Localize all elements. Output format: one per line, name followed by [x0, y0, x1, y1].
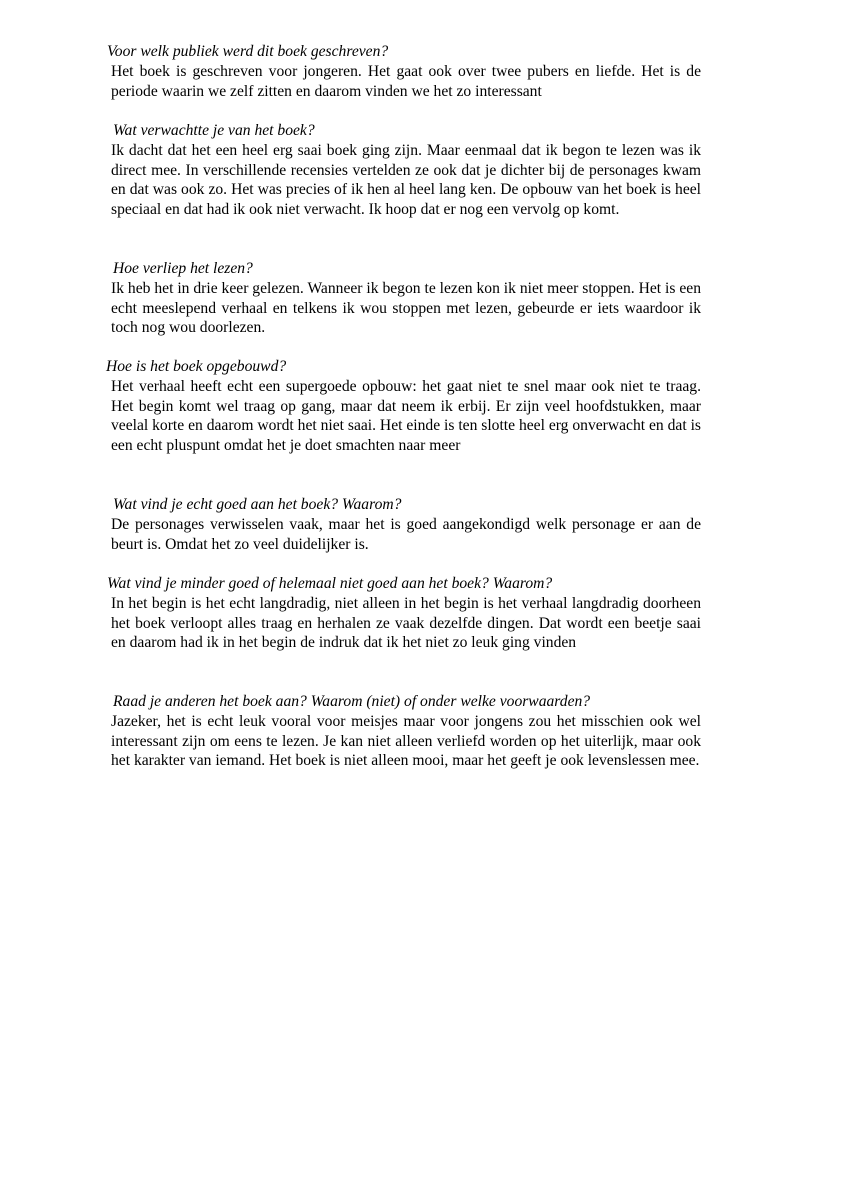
question-heading: Raad je anderen het boek aan? Waarom (niet) of onder welke voorwaarden? — [113, 693, 591, 710]
answer-paragraph: Het verhaal heeft echt een supergoede opbouw: het gaat niet te snel maar ook niet te traag. Het begin komt wel traag op gang, maar dat neem ik erbij. Er zijn veel hoofdstukken, maar veelal korte en daarom wordt het niet saai. Het einde is ten slotte heel erg onverwacht en dat is een echt pluspunt omdat het je doet smachten naar meer — [111, 377, 701, 455]
section-positives — [111, 495, 701, 554]
section-expectations — [111, 121, 701, 220]
section-reading-experience — [111, 259, 701, 338]
question-heading: Hoe is het boek opgebouwd? — [106, 358, 287, 375]
question-heading: Hoe verliep het lezen? — [113, 260, 253, 277]
section-recommendation — [111, 692, 701, 771]
section-target-audience — [107, 42, 701, 101]
question-heading: Wat verwachtte je van het boek? — [113, 122, 315, 139]
question-heading: Wat vind je minder goed of helemaal niet goed aan het boek? Waarom? — [107, 575, 553, 592]
answer-paragraph: Het boek is geschreven voor jongeren. Het gaat ook over twee pubers en liefde. Het is de periode waarin we zelf zitten en daarom vinden we het zo interessant — [111, 62, 701, 100]
section-negatives — [107, 574, 701, 653]
answer-paragraph: Ik dacht dat het een heel erg saai boek ging zijn. Maar eenmaal dat ik begon te lezen was ik direct mee. In verschillende recensies vertelden ze ook dat je dichter bij de personages kwam en dat was ook zo. Het was precies of ik hen al heel lang ken. De opbouw van het boek is heel speciaal en dat had ik ook niet verwacht. Ik hoop dat er nog een vervolg op komt. — [111, 141, 701, 219]
question-heading: Wat vind je echt goed aan het boek? Waarom? — [113, 496, 402, 513]
answer-paragraph: In het begin is het echt langdradig, niet alleen in het begin is het verhaal langdradig doorheen het boek verloopt alles traag en herhalen ze vaak dezelfde dingen. Dat wordt een beetje saai en daarom had ik in het begin de indruk dat ik het niet zo leuk ging vinden — [111, 594, 701, 652]
section-structure — [106, 357, 701, 456]
answer-paragraph: Jazeker, het is echt leuk vooral voor meisjes maar voor jongens zou het misschien ook wel interessant zijn om eens te lezen. Je kan niet alleen verliefd worden op het uiterlijk, maar ook het karakter van iemand. Het boek is niet alleen mooi, maar het geeft je ook levenslessen mee. — [111, 712, 701, 770]
answer-paragraph: De personages verwisselen vaak, maar het is goed aangekondigd welk personage er aan de beurt is. Omdat het zo veel duidelijker is. — [111, 515, 701, 553]
answer-paragraph: Ik heb het in drie keer gelezen. Wanneer ik begon te lezen kon ik niet meer stoppen. Het is een echt meeslepend verhaal en telkens ik wou stoppen met lezen, gebeurde er iets waardoor ik toch nog wou doorlezen. — [111, 279, 701, 337]
question-heading: Voor welk publiek werd dit boek geschreven? — [107, 43, 389, 60]
